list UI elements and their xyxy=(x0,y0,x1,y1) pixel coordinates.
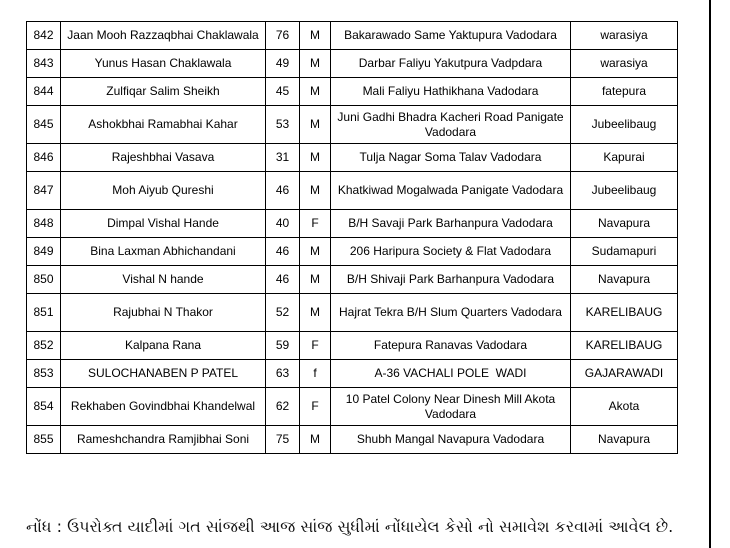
cell-gender: M xyxy=(300,106,331,144)
cell-gender: M xyxy=(300,426,331,454)
cell-address: 206 Haripura Society & Flat Vadodara xyxy=(331,238,571,266)
table-row xyxy=(27,22,678,50)
cell-area: Kapurai xyxy=(571,144,678,172)
cell-age: 46 xyxy=(266,266,300,294)
cell-area: KARELIBAUG xyxy=(571,332,678,360)
table-row xyxy=(27,172,678,210)
table-row xyxy=(27,144,678,172)
cell-area: warasiya xyxy=(571,50,678,78)
cell-age: 53 xyxy=(266,106,300,144)
cell-serial: 852 xyxy=(27,332,61,360)
cell-age: 63 xyxy=(266,360,300,388)
cell-age: 59 xyxy=(266,332,300,360)
cell-serial: 854 xyxy=(27,388,61,426)
cell-name: Zulfiqar Salim Sheikh xyxy=(61,78,266,106)
cell-area: Sudamapuri xyxy=(571,238,678,266)
cell-gender: M xyxy=(300,238,331,266)
cell-address: Darbar Faliyu Yakutpura Vadpdara xyxy=(331,50,571,78)
table-row xyxy=(27,294,678,332)
cell-age: 45 xyxy=(266,78,300,106)
cell-age: 46 xyxy=(266,238,300,266)
cell-serial: 855 xyxy=(27,426,61,454)
cell-gender: F xyxy=(300,210,331,238)
cell-gender: M xyxy=(300,78,331,106)
cell-gender: M xyxy=(300,172,331,210)
cell-serial: 846 xyxy=(27,144,61,172)
cell-name: Rekhaben Govindbhai Khandelwal xyxy=(61,388,266,426)
cell-area: Navapura xyxy=(571,426,678,454)
cell-gender: F xyxy=(300,388,331,426)
cell-name: Dimpal Vishal Hande xyxy=(61,210,266,238)
cell-gender: M xyxy=(300,294,331,332)
cell-age: 76 xyxy=(266,22,300,50)
cell-address: B/H Savaji Park Barhanpura Vadodara xyxy=(331,210,571,238)
cell-age: 40 xyxy=(266,210,300,238)
cell-area: Navapura xyxy=(571,266,678,294)
cell-serial: 848 xyxy=(27,210,61,238)
page-border-line xyxy=(709,0,711,548)
cell-area: KARELIBAUG xyxy=(571,294,678,332)
cell-gender: f xyxy=(300,360,331,388)
cell-gender: M xyxy=(300,144,331,172)
cell-gender: M xyxy=(300,22,331,50)
cell-area: Jubeelibaug xyxy=(571,106,678,144)
cell-name: Rameshchandra Ramjibhai Soni xyxy=(61,426,266,454)
cell-serial: 845 xyxy=(27,106,61,144)
cell-gender: M xyxy=(300,266,331,294)
cell-name: Vishal N hande xyxy=(61,266,266,294)
cell-gender: F xyxy=(300,332,331,360)
cases-table-body xyxy=(27,22,678,454)
table-row xyxy=(27,238,678,266)
cell-age: 75 xyxy=(266,426,300,454)
cases-table xyxy=(26,21,678,454)
cell-area: fatepura xyxy=(571,78,678,106)
cell-address: Bakarawado Same Yaktupura Vadodara xyxy=(331,22,571,50)
cell-name: Yunus Hasan Chaklawala xyxy=(61,50,266,78)
cell-area: GAJARAWADI xyxy=(571,360,678,388)
cell-age: 49 xyxy=(266,50,300,78)
cell-name: Rajubhai N Thakor xyxy=(61,294,266,332)
cell-name: Ashokbhai Ramabhai Kahar xyxy=(61,106,266,144)
cell-address: Fatepura Ranavas Vadodara xyxy=(331,332,571,360)
cell-serial: 849 xyxy=(27,238,61,266)
cell-serial: 842 xyxy=(27,22,61,50)
cell-address: A-36 VACHALI POLE WADI xyxy=(331,360,571,388)
cell-serial: 844 xyxy=(27,78,61,106)
cell-age: 62 xyxy=(266,388,300,426)
cell-address: Hajrat Tekra B/H Slum Quarters Vadodara xyxy=(331,294,571,332)
table-row xyxy=(27,78,678,106)
cell-serial: 847 xyxy=(27,172,61,210)
table-row xyxy=(27,426,678,454)
table-row xyxy=(27,210,678,238)
cell-address: Tulja Nagar Soma Talav Vadodara xyxy=(331,144,571,172)
cell-address: Mali Faliyu Hathikhana Vadodara xyxy=(331,78,571,106)
cell-name: Moh Aiyub Qureshi xyxy=(61,172,266,210)
table-row xyxy=(27,50,678,78)
table-row xyxy=(27,266,678,294)
cell-name: Rajeshbhai Vasava xyxy=(61,144,266,172)
cell-age: 31 xyxy=(266,144,300,172)
table-row xyxy=(27,106,678,144)
cell-area: warasiya xyxy=(571,22,678,50)
cell-name: Kalpana Rana xyxy=(61,332,266,360)
table-row xyxy=(27,332,678,360)
cell-area: Akota xyxy=(571,388,678,426)
cell-address: 10 Patel Colony Near Dinesh Mill Akota Vadodara xyxy=(331,388,571,426)
table-row xyxy=(27,388,678,426)
cell-address: B/H Shivaji Park Barhanpura Vadodara xyxy=(331,266,571,294)
cell-gender: M xyxy=(300,50,331,78)
footnote-text: નોંધ : ઉપરોક્ત યાદીમાં ગત સાંજથી આજ સાંજ સુધીમાં નોંધાયેલ કેસો નો સમાવેશ કરવામાં આવેલ છે. xyxy=(26,517,674,536)
cell-serial: 843 xyxy=(27,50,61,78)
cell-name: Jaan Mooh Razzaqbhai Chaklawala xyxy=(61,22,266,50)
cell-name: Bina Laxman Abhichandani xyxy=(61,238,266,266)
cell-area: Navapura xyxy=(571,210,678,238)
cell-age: 52 xyxy=(266,294,300,332)
cell-address: Khatkiwad Mogalwada Panigate Vadodara xyxy=(331,172,571,210)
table-row xyxy=(27,360,678,388)
cell-serial: 851 xyxy=(27,294,61,332)
cell-age: 46 xyxy=(266,172,300,210)
cell-area: Jubeelibaug xyxy=(571,172,678,210)
cell-serial: 850 xyxy=(27,266,61,294)
cell-address: Shubh Mangal Navapura Vadodara xyxy=(331,426,571,454)
cell-serial: 853 xyxy=(27,360,61,388)
cell-address: Juni Gadhi Bhadra Kacheri Road Panigate Vadodara xyxy=(331,106,571,144)
cell-name: SULOCHANABEN P PATEL xyxy=(61,360,266,388)
